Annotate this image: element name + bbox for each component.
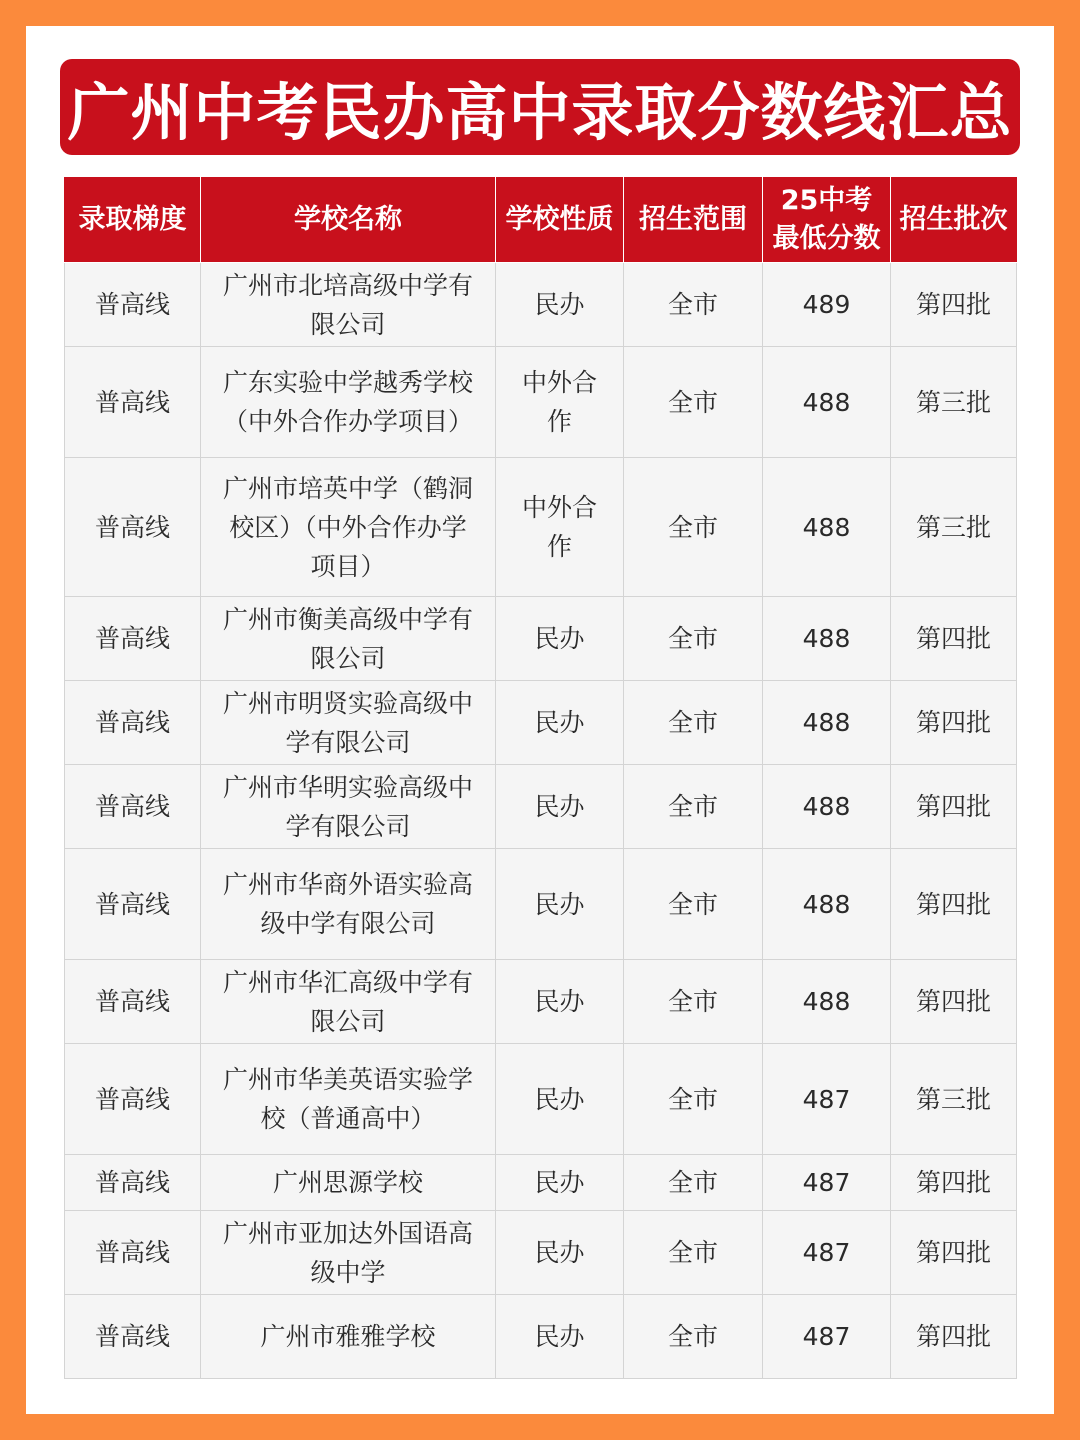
table-row (65, 765, 1017, 849)
header-tier: 录取梯度 (65, 178, 201, 263)
table-row (65, 1044, 1017, 1155)
cell-tier: 普高线 (65, 849, 201, 960)
cell-nature: 民办 (496, 1044, 624, 1155)
cell-range: 全市 (624, 1295, 763, 1379)
cell-range: 全市 (624, 347, 763, 458)
cell-score: 488 (763, 597, 891, 681)
cell-tier: 普高线 (65, 597, 201, 681)
header-score-line1: 25中考 (780, 185, 873, 216)
score-table (64, 177, 1017, 1379)
cell-tier: 普高线 (65, 347, 201, 458)
cell-range: 全市 (624, 765, 763, 849)
cell-batch: 第三批 (891, 1044, 1017, 1155)
title-banner (60, 59, 1020, 155)
cell-batch: 第四批 (891, 1155, 1017, 1211)
cell-tier: 普高线 (65, 1044, 201, 1155)
cell-batch: 第四批 (891, 681, 1017, 765)
cell-score: 487 (763, 1295, 891, 1379)
cell-range: 全市 (624, 681, 763, 765)
cell-nature: 民办 (496, 597, 624, 681)
cell-range: 全市 (624, 1211, 763, 1295)
table-row (65, 597, 1017, 681)
header-nature: 学校性质 (496, 178, 624, 263)
cell-score: 488 (763, 347, 891, 458)
cell-school: 广州市华明实验高级中学有限公司 (201, 765, 496, 849)
header-score (763, 178, 891, 263)
table-row (65, 960, 1017, 1044)
cell-range: 全市 (624, 597, 763, 681)
cell-score: 488 (763, 458, 891, 597)
cell-score: 488 (763, 849, 891, 960)
cell-tier: 普高线 (65, 1295, 201, 1379)
cell-school: 广州市华商外语实验高级中学有限公司 (201, 849, 496, 960)
cell-range: 全市 (624, 849, 763, 960)
header-score-line2: 最低分数 (772, 223, 881, 254)
cell-tier: 普高线 (65, 681, 201, 765)
cell-range: 全市 (624, 1155, 763, 1211)
table-row (65, 263, 1017, 347)
cell-score: 489 (763, 263, 891, 347)
cell-score: 487 (763, 1211, 891, 1295)
cell-school: 广州市雅雅学校 (201, 1295, 496, 1379)
cell-school: 广州市明贤实验高级中学有限公司 (201, 681, 496, 765)
cell-nature: 中外合作 (496, 458, 624, 597)
cell-tier: 普高线 (65, 1211, 201, 1295)
cell-nature: 民办 (496, 765, 624, 849)
cell-score: 487 (763, 1044, 891, 1155)
cell-range: 全市 (624, 960, 763, 1044)
table-row (65, 1295, 1017, 1379)
cell-score: 488 (763, 765, 891, 849)
cell-school: 广州市衡美高级中学有限公司 (201, 597, 496, 681)
cell-batch: 第四批 (891, 765, 1017, 849)
table-row (65, 681, 1017, 765)
cell-nature: 民办 (496, 1295, 624, 1379)
cell-batch: 第三批 (891, 347, 1017, 458)
cell-nature: 中外合作 (496, 347, 624, 458)
cell-nature: 民办 (496, 960, 624, 1044)
content-card (26, 26, 1054, 1414)
table-row (65, 1155, 1017, 1211)
cell-nature: 民办 (496, 1211, 624, 1295)
cell-school: 广州市培英中学（鹤洞校区）（中外合作办学项目） (201, 458, 496, 597)
cell-score: 487 (763, 1155, 891, 1211)
cell-school: 广州市华汇高级中学有限公司 (201, 960, 496, 1044)
header-range: 招生范围 (624, 178, 763, 263)
cell-batch: 第四批 (891, 597, 1017, 681)
table-header-row (65, 178, 1017, 263)
table-body (65, 263, 1017, 1379)
cell-batch: 第四批 (891, 849, 1017, 960)
cell-batch: 第四批 (891, 1211, 1017, 1295)
cell-nature: 民办 (496, 681, 624, 765)
cell-school: 广州思源学校 (201, 1155, 496, 1211)
cell-range: 全市 (624, 458, 763, 597)
cell-tier: 普高线 (65, 765, 201, 849)
cell-tier: 普高线 (65, 263, 201, 347)
cell-tier: 普高线 (65, 458, 201, 597)
page-title: 广州中考民办高中录取分数线汇总 (67, 75, 1013, 149)
cell-range: 全市 (624, 1044, 763, 1155)
cell-school: 广东实验中学越秀学校（中外合作办学项目） (201, 347, 496, 458)
cell-nature: 民办 (496, 849, 624, 960)
table-row (65, 1211, 1017, 1295)
cell-tier: 普高线 (65, 1155, 201, 1211)
cell-batch: 第四批 (891, 1295, 1017, 1379)
cell-school: 广州市华美英语实验学校（普通高中） (201, 1044, 496, 1155)
cell-score: 488 (763, 960, 891, 1044)
table-row (65, 458, 1017, 597)
cell-nature: 民办 (496, 263, 624, 347)
cell-range: 全市 (624, 263, 763, 347)
cell-batch: 第四批 (891, 960, 1017, 1044)
cell-score: 488 (763, 681, 891, 765)
cell-nature: 民办 (496, 1155, 624, 1211)
cell-batch: 第四批 (891, 263, 1017, 347)
table-row (65, 849, 1017, 960)
cell-tier: 普高线 (65, 960, 201, 1044)
table-row (65, 347, 1017, 458)
cell-school: 广州市亚加达外国语高级中学 (201, 1211, 496, 1295)
cell-batch: 第三批 (891, 458, 1017, 597)
header-batch: 招生批次 (891, 178, 1017, 263)
cell-school: 广州市北培高级中学有限公司 (201, 263, 496, 347)
header-school: 学校名称 (201, 178, 496, 263)
